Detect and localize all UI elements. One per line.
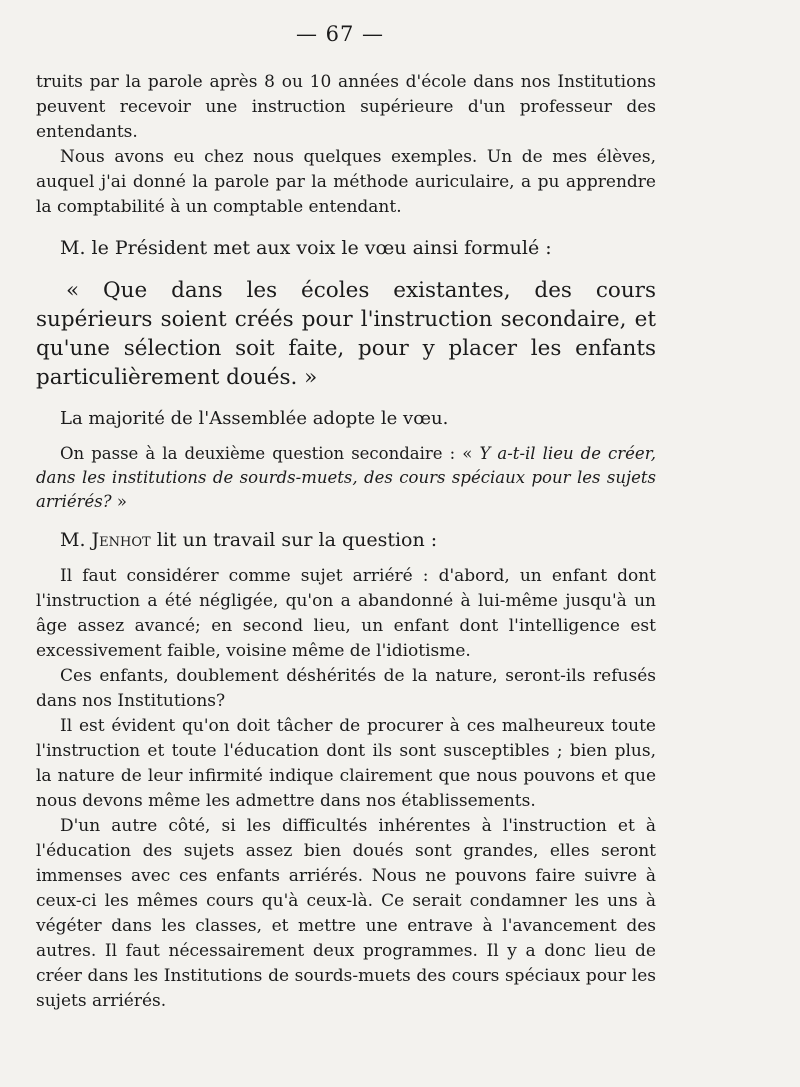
question-close: » — [116, 492, 127, 511]
paragraph-continuation: truits par la parole après 8 ou 10 années d'école dans nos Institutions peuvent recevoir une instruction supérieure d'un professeur des entendants. — [36, 72, 656, 142]
paragraph-conclusion: D'un autre côté, si les difficultés inhérentes à l'instruction et à l'éducation des sujets assez bien doués sont grandes, elles seront immenses avec ces enfants arriérés. Nous ne pouvons faire suivre à ceux-ci les mêmes cours qu'à ceux-là. Ce serait condamner les uns à végéter dans les classes, et mettre une entrave à l'avancement des autres. Il faut nécessairement deux programmes. Il y a donc lieu de créer dans les Institutions de sourds-muets des cours spéciaux pour les sujets arriérés. — [36, 816, 656, 1011]
speaker-action: lit un travail sur la question : — [156, 529, 438, 551]
resolution-quote: « Que dans les écoles existantes, des cours supérieurs soient créés pour l'instruction secondaire, et qu'une sélection soit faite, pour y placer les enfants particulièrement doués. » — [36, 278, 656, 390]
paragraph-duty: Il est évident qu'on doit tâcher de procurer à ces malheureux toute l'instruction et toute l'éducation dont ils sont susceptibles ; bien plus, la nature de leur infirmité indique clairement que nous pouvons et que nous devons même les admettre dans nos établissements. — [36, 716, 656, 811]
paragraph-definition: Il faut considérer comme sujet arriéré : d'abord, un enfant dont l'instruction a été négligée, qu'on a abandonné à lui-même jusqu'à un âge assez avancé; en second lieu, un enfant dont l'intelligence est excessivement faible, voisine même de l'idiotisme. — [36, 566, 656, 661]
vote-result: La majorité de l'Assemblée adopte le vœu. — [60, 408, 449, 429]
question-intro: On passe à la deuxième question secondaire : « — [60, 444, 473, 463]
page-number: — 67 — — [295, 22, 385, 46]
paragraph-question: Ces enfants, doublement déshérités de la nature, seront-ils refusés dans nos Institutions? — [36, 666, 656, 711]
page-body — [36, 70, 656, 1014]
speaker-intro — [36, 526, 656, 554]
speaker-name: Jenhot — [91, 529, 151, 551]
question-text: Y a-t-il lieu de créer, dans les institutions de sourds-muets, des cours spéciaux pour les sujets arriérés? — [36, 444, 657, 511]
second-question — [36, 442, 656, 514]
paragraph-example: Nous avons eu chez nous quelques exemples. Un de mes élèves, auquel j'ai donné la parole par la méthode auriculaire, a pu apprendre la comptabilité à un comptable entendant. — [36, 147, 656, 217]
speaker-prefix: M. — [60, 529, 86, 551]
motion-announcement: M. le Président met aux voix le vœu ainsi formulé : — [60, 237, 552, 259]
